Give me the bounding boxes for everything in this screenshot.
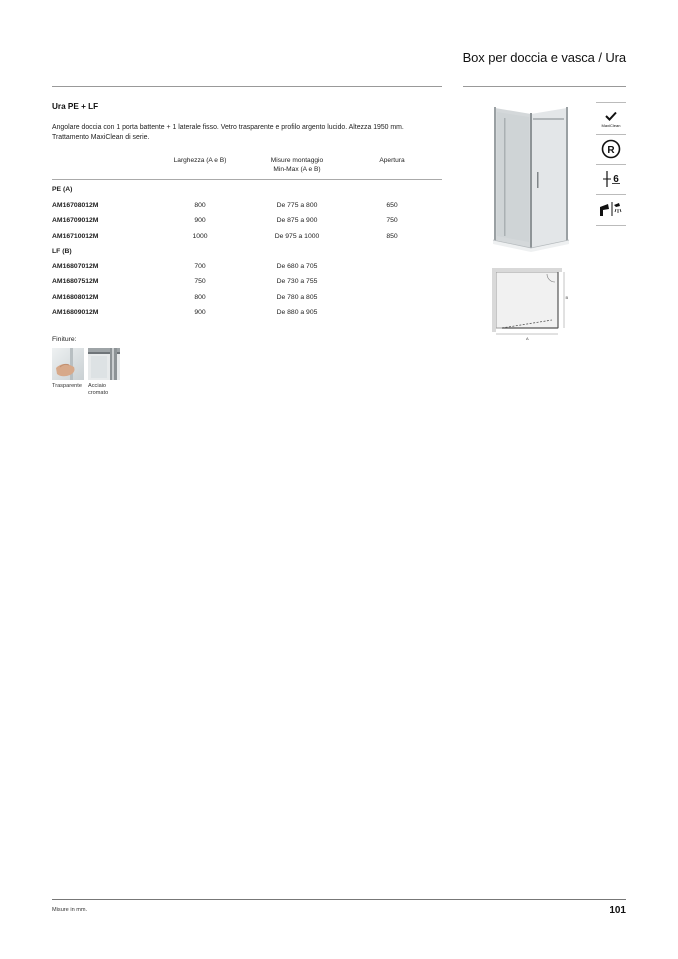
plan-diagram-drawing: [492, 268, 570, 342]
footer-note: Misure in mm.: [52, 907, 88, 913]
row-mounting: De 680 a 705: [276, 263, 318, 270]
plan-diagram: [492, 268, 570, 342]
row-width: 750: [194, 278, 206, 285]
maxiclean-badge: [596, 106, 626, 132]
diagram-label-a: A: [526, 336, 529, 341]
row-width: 900: [194, 309, 206, 316]
column-header-width: Larghezza (A e B): [173, 157, 227, 164]
page-title: Box per doccia e vasca / Ura: [462, 50, 626, 65]
finish-transparent-image: [52, 348, 84, 380]
row-mounting: De 775 a 800: [276, 202, 318, 209]
product-photo: [485, 102, 575, 252]
table-header-divider: [52, 179, 442, 180]
product-title: Ura PE + LF: [52, 102, 99, 111]
checkmark-icon: [605, 111, 617, 121]
icon-divider-bottom: [596, 225, 626, 226]
finish-label-transparent: Trasparente: [52, 383, 82, 389]
shower-bath-badge: [596, 197, 626, 221]
diagram-label-b: B: [565, 295, 569, 300]
row-code: AM16809012M: [52, 309, 99, 316]
icon-divider-top: [596, 102, 626, 103]
finish-chrome-image: [88, 348, 120, 380]
product-description: Angolare doccia con 1 porta battente + 1 laterale fisso. Vetro trasparente e profilo argento lucido. Altezza 1950 mm. Trattamento MaxiClean di serie.: [52, 124, 404, 141]
row-width: 1000: [192, 233, 208, 240]
row-code: AM16808012M: [52, 294, 99, 301]
group-label-pe: PE (A): [52, 186, 73, 193]
reversible-r-icon: [601, 139, 621, 159]
reversible-badge: [596, 137, 626, 161]
row-mounting: De 875 a 900: [276, 217, 318, 224]
header-divider-left: [52, 86, 442, 87]
row-mounting: De 780 a 805: [276, 294, 318, 301]
glass-thickness-badge: [596, 167, 626, 191]
row-code: AM16709012M: [52, 217, 99, 224]
finishes-label: Finiture:: [52, 336, 77, 343]
row-opening: 750: [386, 217, 398, 224]
glass-thickness-icon: [600, 170, 622, 188]
row-mounting: De 880 a 905: [276, 309, 318, 316]
row-width: 800: [194, 294, 206, 301]
column-header-opening: Apertura: [379, 157, 405, 164]
finish-label-chrome-line2: cromato: [88, 390, 109, 396]
row-mounting: De 730 a 755: [276, 278, 318, 285]
icon-divider: [596, 134, 626, 135]
glass-thickness-label: 6: [613, 174, 619, 185]
row-code: AM16710012M: [52, 233, 99, 240]
row-width: 700: [194, 263, 206, 270]
row-width: 900: [194, 217, 206, 224]
column-header-mounting-line1: Misure montaggio: [270, 157, 324, 164]
row-mounting: De 975 a 1000: [274, 233, 320, 240]
shower-head-icon: [598, 201, 624, 217]
row-code: AM16807012M: [52, 263, 99, 270]
group-label-lf: LF (B): [52, 248, 72, 255]
column-header-mounting: [262, 156, 332, 174]
finish-label-chrome: [88, 383, 108, 397]
finish-swatch-transparent: [52, 348, 84, 380]
page-number: 101: [609, 905, 626, 916]
column-header-mounting-line2: Min-Max (A e B): [273, 166, 321, 173]
icon-divider: [596, 194, 626, 195]
row-code: AM16708012M: [52, 202, 99, 209]
reversible-label: R: [607, 144, 615, 156]
footer-divider: [52, 899, 626, 900]
icon-divider: [596, 164, 626, 165]
shower-enclosure-image: [485, 102, 575, 252]
row-opening: 650: [386, 202, 398, 209]
row-opening: 850: [386, 233, 398, 240]
header-divider-right: [463, 86, 626, 87]
finish-label-chrome-line1: Acciaio: [88, 383, 107, 389]
finish-swatch-chrome: [88, 348, 120, 380]
row-code: AM16807512M: [52, 278, 99, 285]
row-width: 800: [194, 202, 206, 209]
maxiclean-label: MaxiClean: [601, 122, 621, 128]
